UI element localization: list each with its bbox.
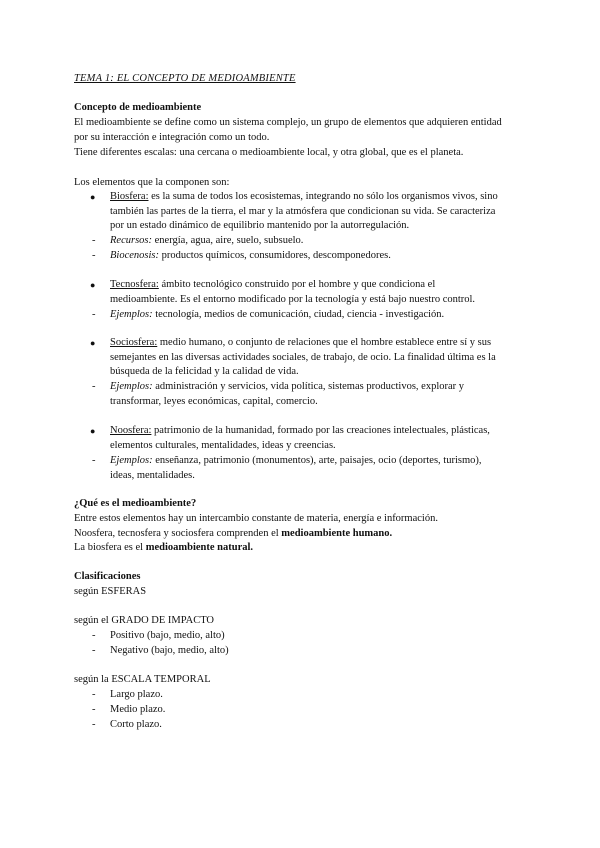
concepto-heading: Concepto de medioambiente [74,102,202,113]
dash-marker: - [92,309,96,320]
segun-impacto: según el GRADO DE IMPACTO [74,615,215,626]
que-es-line-3: La biosfera es el medioambiente natural. [74,542,254,553]
sociosfera-line-1: Sociosfera: medio humano, o conjunto de relaciones que el hombre establece entre sí y sus [110,337,492,348]
dash-marker: - [92,704,96,715]
dash-marker: - [92,381,96,392]
noosfera-line-2: elementos culturales, mentalidades, ideas y creencias. [110,440,336,451]
dash-marker: - [92,689,96,700]
biosfera-line-1 [110,190,498,204]
noosfera-sub-1-cont: ideas, mentalidades. [110,470,195,481]
concepto-line-1: El medioambiente se define como un sistema complejo, un grupo de elementos que adquieren entidad [74,117,502,128]
tecnosfera-line-2: medioambiente. Es el entorno modificado por la tecnología y está bajo nuestro control. [110,294,476,305]
noosfera-term: Noosfera: [110,425,152,436]
page-title: TEMA 1: EL CONCEPTO DE MEDIOAMBIENTE [74,73,296,84]
temporal-item: Corto plazo. [110,719,162,730]
dash-marker: - [92,455,96,466]
elementos-intro: Los elementos que la componen son: [74,177,230,188]
dash-marker: - [92,630,96,641]
bullet-icon: ● [90,280,96,290]
biosfera-line-2: también las partes de la tierra, el mar y la atmósfera que condicionan su vida. Se caracteriza [110,206,496,217]
biosfera-sub-2: Biocenosis: productos químicos, consumidores, descomponedores. [110,250,391,261]
sociosfera-line-3: búsqueda de la felicidad y la calidad de vida. [110,366,299,377]
que-es-line-1: Entre estos elementos hay un intercambio constante de materia, energía e información. [74,513,438,524]
noosfera-line-1: Noosfera: patrimonio de la humanidad, formado por las creaciones intelectuales, plásticas, [110,425,490,436]
tecnosfera-line-1: Tecnosfera: ámbito tecnológico construido por el hombre y que condiciona el [110,279,436,290]
impacto-item: Negativo (bajo, medio, alto) [110,645,229,656]
biosfera-text: es la suma de todos los ecosistemas, integrando no sólo los organismos vivos, sino [148,191,498,202]
tecnosfera-sub-1: Ejemplos: tecnología, medios de comunicación, ciudad, ciencia - investigación. [110,309,445,320]
sociosfera-sub-1: Ejemplos: administración y servicios, vida política, sistemas productivos, explorar y [110,381,465,392]
dash-marker: - [92,719,96,730]
que-es-line-2: Noosfera, tecnosfera y sociosfera comprenden el medioambiente humano. [74,528,393,539]
temporal-item: Medio plazo. [110,704,166,715]
bullet-icon: ● [90,426,96,436]
sociosfera-sub-1-cont: transformar, leyes económicas, capital, comercio. [110,396,318,407]
concepto-line-2: por su interacción e integración como un todo. [74,132,270,143]
biosfera-line-3: por un estado dinámico de equilibrio mantenido por la autorregulación. [110,220,410,231]
dash-marker: - [92,235,96,246]
sociosfera-line-2: semejantes en las diversas actividades sociales, de trabajo, de ocio. La finalidad última es la [110,352,496,363]
impacto-item: Positivo (bajo, medio, alto) [110,630,225,641]
biosfera-sub-1: Recursos: energía, agua, aire, suelo, subsuelo. [110,235,304,246]
concepto-line-3: Tiene diferentes escalas: una cercana o medioambiente local, y otra global, que es el planeta. [74,147,464,158]
sociosfera-term: Sociosfera: [110,337,158,348]
que-es-heading: ¿Qué es el medioambiente? [74,498,197,509]
segun-temporal: según la ESCALA TEMPORAL [74,674,211,685]
biosfera-term: Biosfera: [110,191,149,202]
bullet-icon: ● [90,192,96,202]
tecnosfera-term: Tecnosfera: [110,279,159,290]
bullet-icon: ● [90,338,96,348]
noosfera-sub-1: Ejemplos: enseñanza, patrimonio (monumentos), arte, paisajes, ocio (deportes, turismo), [110,455,482,466]
dash-marker: - [92,250,96,261]
dash-marker: - [92,645,96,656]
temporal-item: Largo plazo. [110,689,163,700]
segun-esferas: según ESFERAS [74,586,147,597]
clasificaciones-heading: Clasificaciones [74,571,141,582]
